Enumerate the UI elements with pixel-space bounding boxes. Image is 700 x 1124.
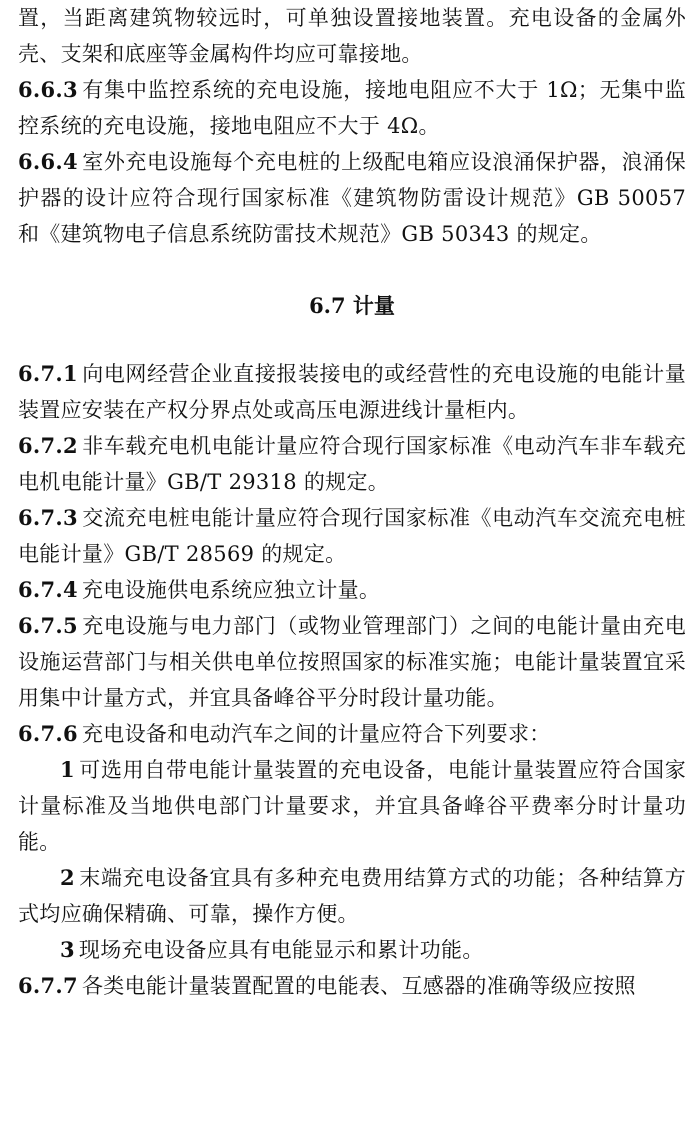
list-item-number: 2 xyxy=(60,865,75,890)
clause-6-7-3 xyxy=(18,500,686,572)
clause-text: 室外充电设施每个充电桩的上级配电箱应设浪涌保护器，浪涌保护器的设计应符合现行国家标准《建筑物防雷设计规范》GB 50057 和《建筑物电子信息系统防雷技术规范》GB 50343 的规定。 xyxy=(18,150,686,246)
list-item-3 xyxy=(18,932,686,968)
clause-number: 6.7.5 xyxy=(18,613,78,638)
clause-6-7-4 xyxy=(18,572,686,608)
clause-6-6-4 xyxy=(18,144,686,252)
list-item-text: 末端充电设备宜具有多种充电费用结算方式的功能；各种结算方式均应确保精确、可靠，操作方便。 xyxy=(18,866,686,926)
clause-text: 充电设施与电力部门（或物业管理部门）之间的电能计量由充电设施运营部门与相关供电单位按照国家的标准实施；电能计量装置宜采用集中计量方式，并宜具备峰谷平分时段计量功能。 xyxy=(18,614,686,710)
clause-6-7-6 xyxy=(18,716,686,752)
list-item-number: 3 xyxy=(60,937,75,962)
clause-text: 非车载充电机电能计量应符合现行国家标准《电动汽车非车载充电机电能计量》GB/T 29318 的规定。 xyxy=(18,434,686,494)
paragraph-continuation xyxy=(18,0,686,72)
clause-text: 充电设备和电动汽车之间的计量应符合下列要求： xyxy=(81,722,551,746)
clause-6-7-1 xyxy=(18,356,686,428)
clause-6-7-2 xyxy=(18,428,686,500)
list-item-text: 现场充电设备应具有电能显示和累计功能。 xyxy=(78,938,484,962)
clause-6-7-5 xyxy=(18,608,686,716)
clause-number: 6.6.4 xyxy=(18,149,78,174)
clause-number: 6.7.3 xyxy=(18,505,78,530)
list-item-number: 1 xyxy=(60,757,75,782)
list-item-2 xyxy=(18,860,686,932)
clause-number: 6.7.4 xyxy=(18,577,78,602)
clause-number: 6.7.6 xyxy=(18,721,78,746)
paragraph-text: 置，当距离建筑物较远时，可单独设置接地装置。充电设备的金属外壳、支架和底座等金属构件均应可靠接地。 xyxy=(18,6,686,66)
clause-6-7-7 xyxy=(18,968,686,1004)
list-item-1 xyxy=(18,752,686,860)
section-heading-6-7: 6.7 计量 xyxy=(309,293,395,318)
clause-text: 向电网经营企业直接报装接电的或经营性的充电设施的电能计量装置应安装在产权分界点处或高压电源进线计量柜内。 xyxy=(18,362,686,422)
clause-number: 6.6.3 xyxy=(18,77,78,102)
clause-text: 交流充电桩电能计量应符合现行国家标准《电动汽车交流充电桩电能计量》GB/T 28569 的规定。 xyxy=(18,506,686,566)
clause-number: 6.7.7 xyxy=(18,973,78,998)
clause-number: 6.7.2 xyxy=(18,433,78,458)
clause-6-6-3 xyxy=(18,72,686,144)
clause-number: 6.7.1 xyxy=(18,361,78,386)
clause-text: 充电设施供电系统应独立计量。 xyxy=(81,578,381,602)
list-item-text: 可选用自带电能计量装置的充电设备，电能计量装置应符合国家计量标准及当地供电部门计量要求，并宜具备峰谷平费率分时计量功能。 xyxy=(18,758,686,854)
clause-text: 有集中监控系统的充电设施，接地电阻应不大于 1Ω；无集中监控系统的充电设施，接地电阻应不大于 4Ω。 xyxy=(18,78,686,138)
clause-text: 各类电能计量装置配置的电能表、互感器的准确等级应按照 xyxy=(81,974,636,998)
